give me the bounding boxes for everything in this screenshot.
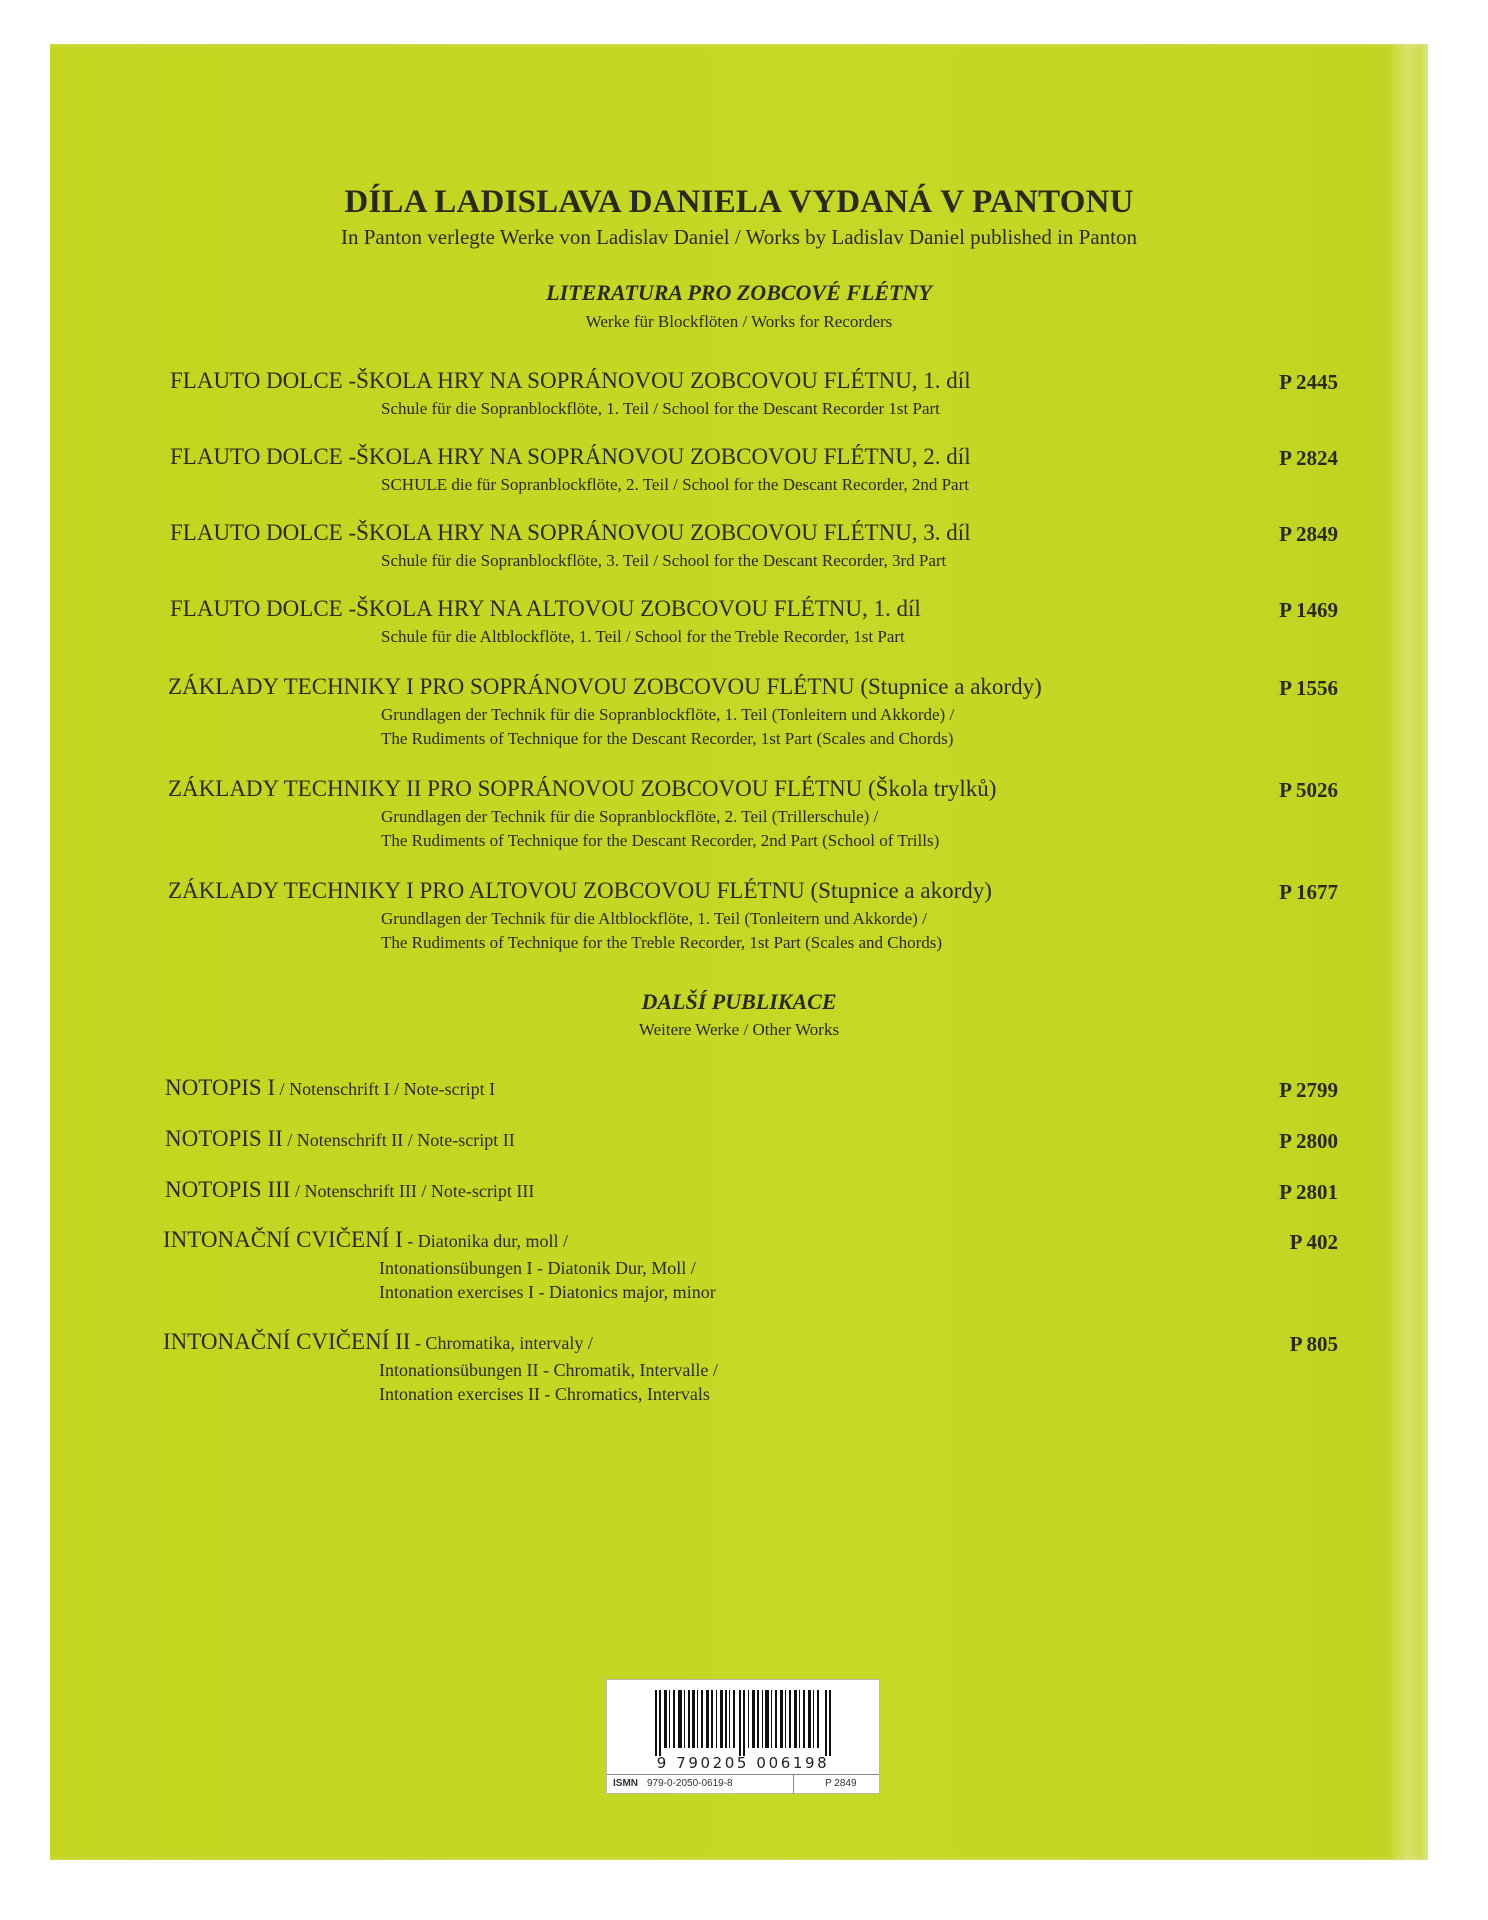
entry-prefix: FLAUTO DOLCE - [170,444,357,469]
ismn-number: 979-0-2050-0619-8 [647,1778,733,1789]
entry-title: ZÁKLADY TECHNIKY I PRO ALTOVOU ZOBCOVOU FLÉTNU (Stupnice a akordy) [168,878,992,903]
entry-subtitle: Schule für die Sopranblockflöte, 3. Teil / School for the Descant Recorder, 3rd Part [381,551,947,570]
catalog-code: P 1677 [1279,880,1338,904]
ismn-row [607,1774,879,1794]
entry-subtitle: SCHULE die für Sopranblockflöte, 2. Teil / School for the Descant Recorder, 2nd Part [381,475,969,494]
barcode-icon [655,1690,831,1756]
catalog-code: P 2800 [1279,1129,1338,1153]
catalog-code: P 805 [1289,1332,1338,1356]
entry-subtitle-en: The Rudiments of Technique for the Treble Recorder, 1st Part (Scales and Chords) [381,933,943,952]
catalog-code: P 1469 [1279,598,1338,622]
entry-subtitle-en: The Rudiments of Technique for the Descant Recorder, 1st Part (Scales and Chords) [381,729,954,748]
entry-subtitle-en: The Rudiments of Technique for the Descant Recorder, 2nd Part (School of Trills) [381,831,940,850]
entry-title: ŠKOLA HRY NA SOPRÁNOVOU ZOBCOVOU FLÉTNU, 2. díl [356,444,971,469]
page-subtitle: In Panton verlegte Werke von Ladislav Daniel / Works by Ladislav Daniel published in Panton [340,225,1137,249]
entry-title: ŠKOLA HRY NA SOPRÁNOVOU ZOBCOVOU FLÉTNU, 3. díl [356,520,971,545]
barcode-catalog-code: P 2849 [825,1778,857,1789]
entry-title: NOTOPIS III [165,1177,291,1202]
entry-prefix: FLAUTO DOLCE - [170,368,357,393]
entry-subtitle-en: Intonation exercises II - Chromatics, Intervals [379,1384,710,1404]
entry-subtitle-de: Grundlagen der Technik für die Altblockflöte, 1. Teil (Tonleitern und Akkorde) / [381,909,927,928]
entry-translation: - Chromatika, intervaly / [410,1333,593,1353]
section-subtitle-other: Weitere Werke / Other Works [638,1020,840,1039]
ismn-label: ISMN [613,1778,638,1789]
section-title-other: DALŠÍ PUBLIKACE [641,989,837,1014]
section-subtitle-recorders: Werke für Blockflöten / Works for Recorders [585,312,893,331]
entry-prefix: FLAUTO DOLCE - [170,520,357,545]
catalog-code: P 2445 [1279,370,1338,394]
catalog-code: P 2799 [1279,1078,1338,1102]
barcode-label [606,1679,880,1794]
entry-title: INTONAČNÍ CVIČENÍ II [163,1329,411,1354]
page-title: DÍLA LADISLAVA DANIELA VYDANÁ V PANTONU [344,184,1134,220]
barcode-digits: 9 790205 006198 [656,1754,830,1772]
entry-title: INTONAČNÍ CVIČENÍ I [163,1227,403,1252]
entry-translation: / Notenschrift I / Note-script I [275,1079,496,1099]
entry-subtitle-de: Intonationsübungen I - Diatonik Dur, Moll / [379,1258,696,1278]
catalog-code: P 1556 [1279,676,1338,700]
entry-subtitle: Schule für die Sopranblockflöte, 1. Teil / School for the Descant Recorder 1st Part [381,399,940,418]
book-back-cover [50,44,1428,1860]
entry-title: ZÁKLADY TECHNIKY II PRO SOPRÁNOVOU ZOBCOVOU FLÉTNU (Škola trylků) [168,776,997,801]
entry-title: NOTOPIS II [165,1126,283,1151]
entry-prefix: FLAUTO DOLCE - [170,596,357,621]
entry-title: NOTOPIS I [165,1075,276,1100]
entry-translation: / Notenschrift III / Note-script III [290,1181,535,1201]
entry-title: ZÁKLADY TECHNIKY I PRO SOPRÁNOVOU ZOBCOVOU FLÉTNU (Stupnice a akordy) [168,674,1042,699]
catalog-code: P 5026 [1279,778,1338,802]
entry-title: ŠKOLA HRY NA SOPRÁNOVOU ZOBCOVOU FLÉTNU, 1. díl [356,368,971,393]
entry-subtitle-de: Intonationsübungen II - Chromatik, Intervalle / [379,1360,718,1380]
entry-translation: - Diatonika dur, moll / [402,1231,569,1251]
entry-subtitle-en: Intonation exercises I - Diatonics major, minor [379,1282,716,1302]
entry-subtitle-de: Grundlagen der Technik für die Sopranblockflöte, 1. Teil (Tonleitern und Akkorde) / [381,705,955,724]
section-title-recorders: LITERATURA PRO ZOBCOVÉ FLÉTNY [546,280,932,305]
catalog-code: P 2801 [1279,1180,1338,1204]
entry-translation: / Notenschrift II / Note-script II [282,1130,515,1150]
catalog-code: P 402 [1289,1230,1338,1254]
catalog-code: P 2849 [1279,522,1338,546]
catalog-code: P 2824 [1279,446,1338,470]
entry-subtitle: Schule für die Altblockflöte, 1. Teil / School for the Treble Recorder, 1st Part [381,627,905,646]
entry-title: ŠKOLA HRY NA ALTOVOU ZOBCOVOU FLÉTNU, 1. díl [356,596,921,621]
entry-subtitle-de: Grundlagen der Technik für die Sopranblockflöte, 2. Teil (Trillerschule) / [381,807,879,826]
